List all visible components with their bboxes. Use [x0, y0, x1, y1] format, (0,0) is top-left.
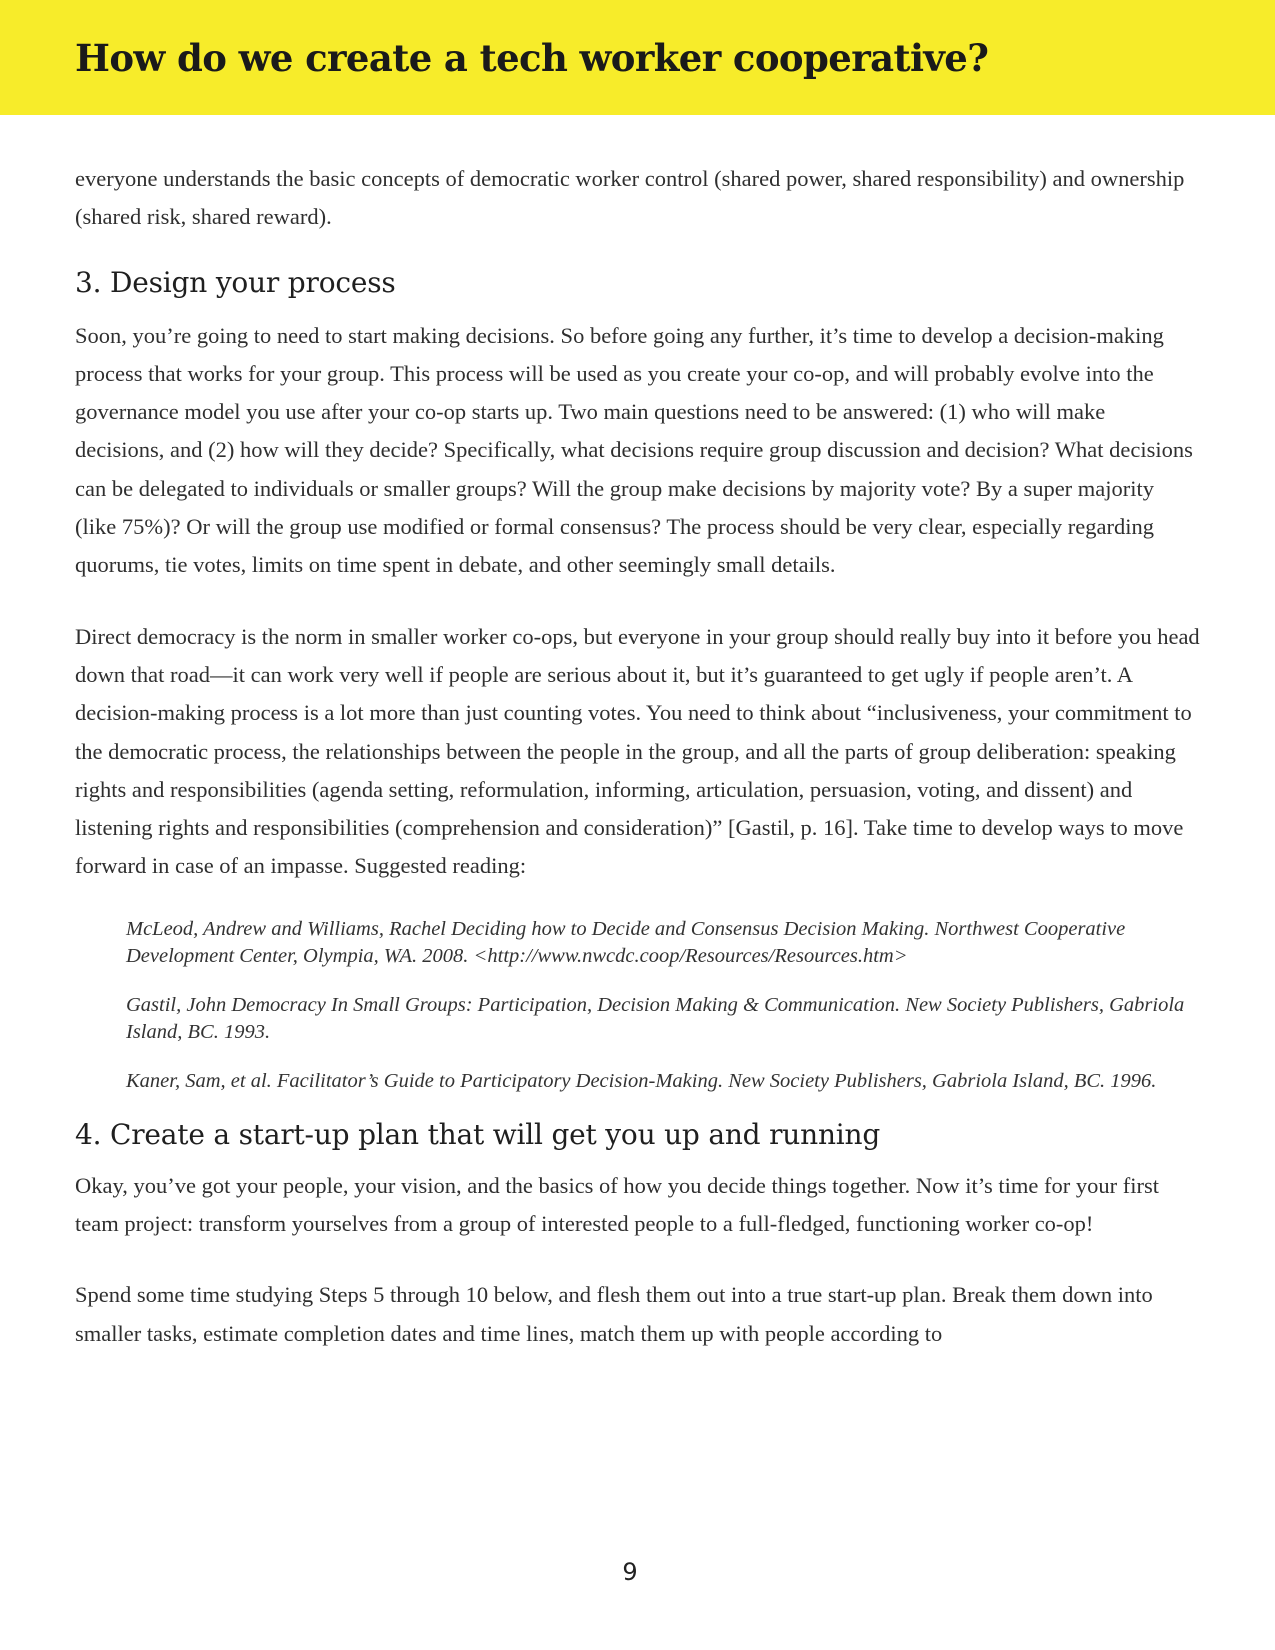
section-4-heading: 4. Create a start-up plan that will get you up and running — [75, 1117, 881, 1151]
page-title: How do we create a tech worker cooperative? — [75, 36, 989, 80]
section-3-paragraph-2: Direct democracy is the norm in smaller worker co-ops, but everyone in your group should really buy into it before you head down that road—it can work very well if people are serious about it, but it’s guaranteed to get ugly if people aren’t. A decision-making process is a lot more than just counting votes. You need to think about “inclusiveness, your commitment to the democratic process, the relationships between the people in the group, and all the parts of group deliberation: speaking rights and responsibilities (agenda setting, reformulation, informing, articulation, persuasion, voting, and dissent) and listening rights and responsibilities (comprehension and consideration)” [Gastil, p. 16]. Take time to develop ways to move forward in case of an impasse. Suggested reading: — [75, 623, 1200, 879]
reference-item: McLeod, Andrew and Williams, Rachel Deciding how to Decide and Consensus Decision Making. Northwest Cooperative Development Center, Olympia, WA. 2008. <http://www.nwcdc.coop/Resources/Resources.htm> — [126, 917, 1126, 967]
section-3-paragraph-1: Soon, you’re going to need to start making decisions. So before going any further, it’s time to develop a decision-making process that works for your group. This process will be used as you create your co-op, and will probably evolve into the governance model you use after your co-op starts up. Two main questions need to be answered: (1) who will make decisions, and (2) how will they decide? Specifically, what decisions require group discussion and decision? What decisions can be delegated to individuals or smaller groups? Will the group make decisions by majority vote? By a super majority (like 75%)? Or will the group use modified or formal consensus? The process should be very clear, especially regarding quorums, tie votes, limits on time spent in debate, and other seemingly small details. — [75, 322, 1193, 578]
reference-item: Kaner, Sam, et al. Facilitator’s Guide to Participatory Decision-Making. New Society Publishers, Gabriola Island, BC. 1996. — [126, 1069, 1157, 1092]
page-number: 9 — [622, 1558, 638, 1586]
page-content — [75, 160, 1200, 1353]
section-4-paragraph-1: Okay, you’ve got your people, your vision, and the basics of how you decide things together. Now it’s time for your first team project: transform yourselves from a group of interested people to a full-fledged, functioning worker co-op! — [75, 1172, 1159, 1237]
header-banner — [0, 0, 1275, 115]
intro-paragraph: everyone understands the basic concepts of democratic worker control (shared power, shared responsibility) and ownership (shared risk, shared reward). — [75, 166, 1185, 230]
section-4-paragraph-2: Spend some time studying Steps 5 through 10 below, and flesh them out into a true start-up plan. Break them down into smaller tasks, estimate completion dates and time lines, match them up with people according to — [75, 1282, 1153, 1346]
reference-item: Gastil, John Democracy In Small Groups: Participation, Decision Making & Communication. New Society Publishers, Gabriola Island, BC. 1993. — [126, 993, 1185, 1043]
reference-list — [126, 916, 1216, 1095]
section-3-heading: 3. Design your process — [75, 265, 396, 299]
